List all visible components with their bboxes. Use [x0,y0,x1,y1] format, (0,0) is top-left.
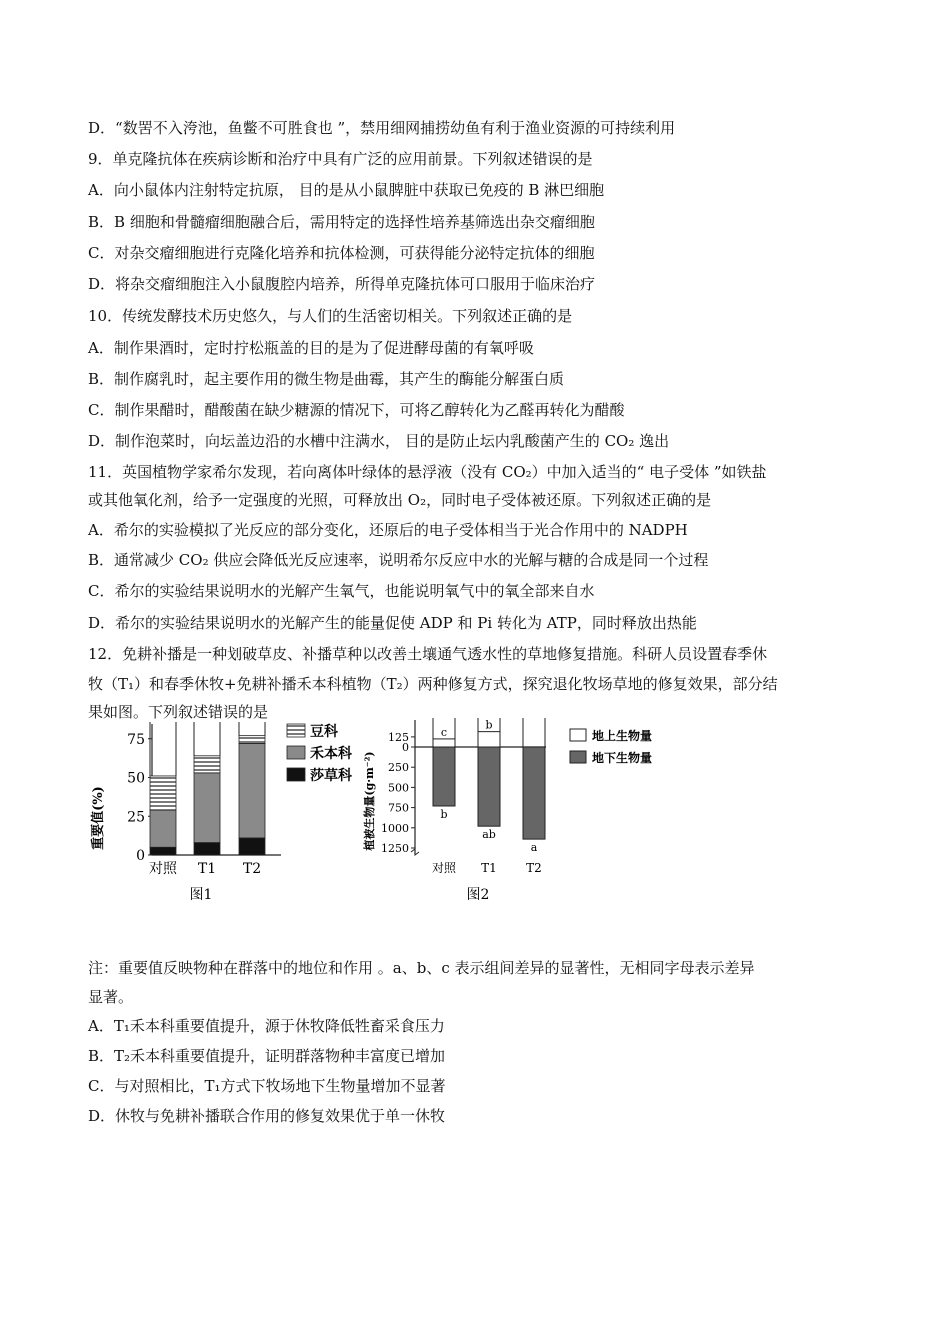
x-tick-label: 对照 [149,861,177,877]
question-12-stem-cont: 果如图。下列叙述错误的是 [88,703,269,721]
legend-swatch [287,724,305,737]
significance-label: b [485,718,493,732]
option-line: D．将杂交瘤细胞注入小鼠腹腔内培养，所得单克隆抗体可口服用于临床治疗 [88,275,596,293]
below-ground-bar [433,747,455,806]
significance-label: c [440,725,448,739]
bar-segment [150,810,176,847]
question-12-stem-cont: 牧（T₁）和春季休牧+免耕补播禾本科植物（T₂）两种修复方式，探究退化牧场草地的修复效果，部分结 [88,675,778,693]
legend-swatch [570,729,586,741]
bar-segment [239,736,265,744]
question-9-stem: 9．单克隆抗体在疾病诊断和治疗中具有广泛的应用前景。下列叙述错误的是 [88,150,593,168]
option-line: C．制作果醋时，醋酸菌在缺少糖源的情况下，可将乙醇转化为乙醛再转化为醋酸 [88,401,625,419]
y-tick-label: 75 [127,731,145,748]
significance-label: ab [482,828,496,842]
option-line: D．休牧与免耕补播联合作用的修复效果优于单一休牧 [88,1107,446,1125]
figure-1-y-axis-label: 重要值(%) [91,786,106,850]
option-line: D．制作泡菜时，向坛盖边沿的水槽中注满水， 目的是防止坛内乳酸菌产生的 CO₂ 逸出 [88,432,670,450]
legend-label: 地下生物量 [592,751,653,765]
chart-note: 注：重要值反映物种在群落中的地位和作用 。a、b、c 表示组间差异的显著性，无相同字母表示差异 [88,959,755,977]
option-line: A．制作果酒时，定时拧松瓶盖的目的是为了促进酵母菌的有氧呼吸 [88,339,534,357]
legend-label: 地上生物量 [592,729,653,743]
legend-swatch [287,746,305,759]
y-tick-label: 1250 [381,842,409,855]
legend-label: 莎草科 [310,768,352,784]
option-line: B．通常减少 CO₂ 供应会降低光反应速率，说明希尔反应中水的光解与糖的合成是同一个过程 [88,551,709,569]
question-11-stem: 11．英国植物学家希尔发现，若向离体叶绿体的悬浮液（没有 CO₂）中加入适当的“ 电子受体 ”如铁盐 [88,463,767,481]
y-tick-label: 0 [136,848,145,864]
figure-1-title: 图1 [189,887,213,903]
question-11-stem-cont: 或其他氧化剂，给予一定强度的光照，可释放出 O₂，同时电子受体被还原。下列叙述正确的是 [88,491,712,509]
significance-label: b [440,807,448,821]
question-12-stem: 12．免耕补播是一种划破草皮、补播草种以改善土壤通气透水性的草地修复措施。科研人员设置春季休 [88,645,768,663]
legend-swatch [570,751,586,763]
figure-1-chart [86,716,352,916]
y-tick-label: 500 [388,781,409,795]
y-tick-label: 125 [388,730,409,744]
question-10-stem: 10．传统发酵技术历史悠久，与人们的生活密切相关。下列叙述正确的是 [88,307,573,325]
bar-segment [194,773,220,843]
x-tick-label: T1 [481,861,497,875]
below-ground-bar [478,747,500,826]
y-tick-label: 25 [127,809,145,826]
option-line: C．希尔的实验结果说明水的光解产生氧气，也能说明氧气中的氧全部来自水 [88,582,595,600]
option-line: A．T₁禾本科重要值提升，源于休牧降低牲畜采食压力 [88,1017,445,1035]
option-line: A．向小鼠体内注射特定抗原， 目的是从小鼠脾脏中获取已免疫的 B 淋巴细胞 [88,181,605,199]
option-line: C．对杂交瘤细胞进行克隆化培养和抗体检测，可获得能分泌特定抗体的细胞 [88,244,595,262]
chart-note-cont: 显著。 [88,988,134,1006]
x-tick-label: T2 [526,861,542,875]
bar-segment [150,776,176,810]
x-tick-label: 对照 [431,861,457,875]
bar-segment [194,756,220,773]
option-line: B．T₂禾本科重要值提升，证明群落物种丰富度已增加 [88,1047,446,1065]
option-line: A．希尔的实验模拟了光反应的部分变化，还原后的电子受体相当于光合作用中的 NADPH [88,521,688,539]
y-tick-label: 750 [388,801,409,815]
y-tick-label: 250 [388,761,409,775]
above-ground-bar [433,739,455,747]
figure-2-title: 图2 [466,887,490,903]
bar-segment [150,847,176,855]
legend-swatch [287,768,305,781]
option-line: B．制作腐乳时，起主要作用的微生物是曲霉，其产生的酶能分解蛋白质 [88,370,565,388]
bar-segment [239,838,265,855]
option-line: D．希尔的实验结果说明水的光解产生的能量促使 ADP 和 Pi 转化为 ATP，同时释放出热能 [88,614,697,632]
significance-label: a [530,841,538,855]
x-tick-label: T1 [197,861,217,877]
option-line: B．B 细胞和骨髓瘤细胞融合后，需用特定的选择性培养基筛选出杂交瘤细胞 [88,213,595,231]
y-tick-label: 50 [127,770,145,787]
option-line: C．与对照相比，T₁方式下牧场地下生物量增加不显著 [88,1077,446,1095]
y-tick-label: 0 [402,741,409,754]
figure-2-y-axis-label: 植被生物量(g·m⁻²) [363,751,376,851]
legend-label: 豆科 [310,724,338,740]
text-line: D．“数罟不入洿池，鱼鳖不可胜食也 ”，禁用细网捕捞幼鱼有利于渔业资源的可持续利用 [88,119,676,137]
legend-label: 禾本科 [310,746,352,762]
below-ground-bar [523,747,545,839]
figure-2-chart [356,716,676,916]
above-ground-bar [478,732,500,747]
x-tick-label: T2 [242,861,262,877]
axis-break [411,849,419,855]
bar-segment [194,843,220,855]
y-tick-label: 1000 [381,821,409,835]
bar-segment [239,743,265,838]
figures [86,716,676,916]
